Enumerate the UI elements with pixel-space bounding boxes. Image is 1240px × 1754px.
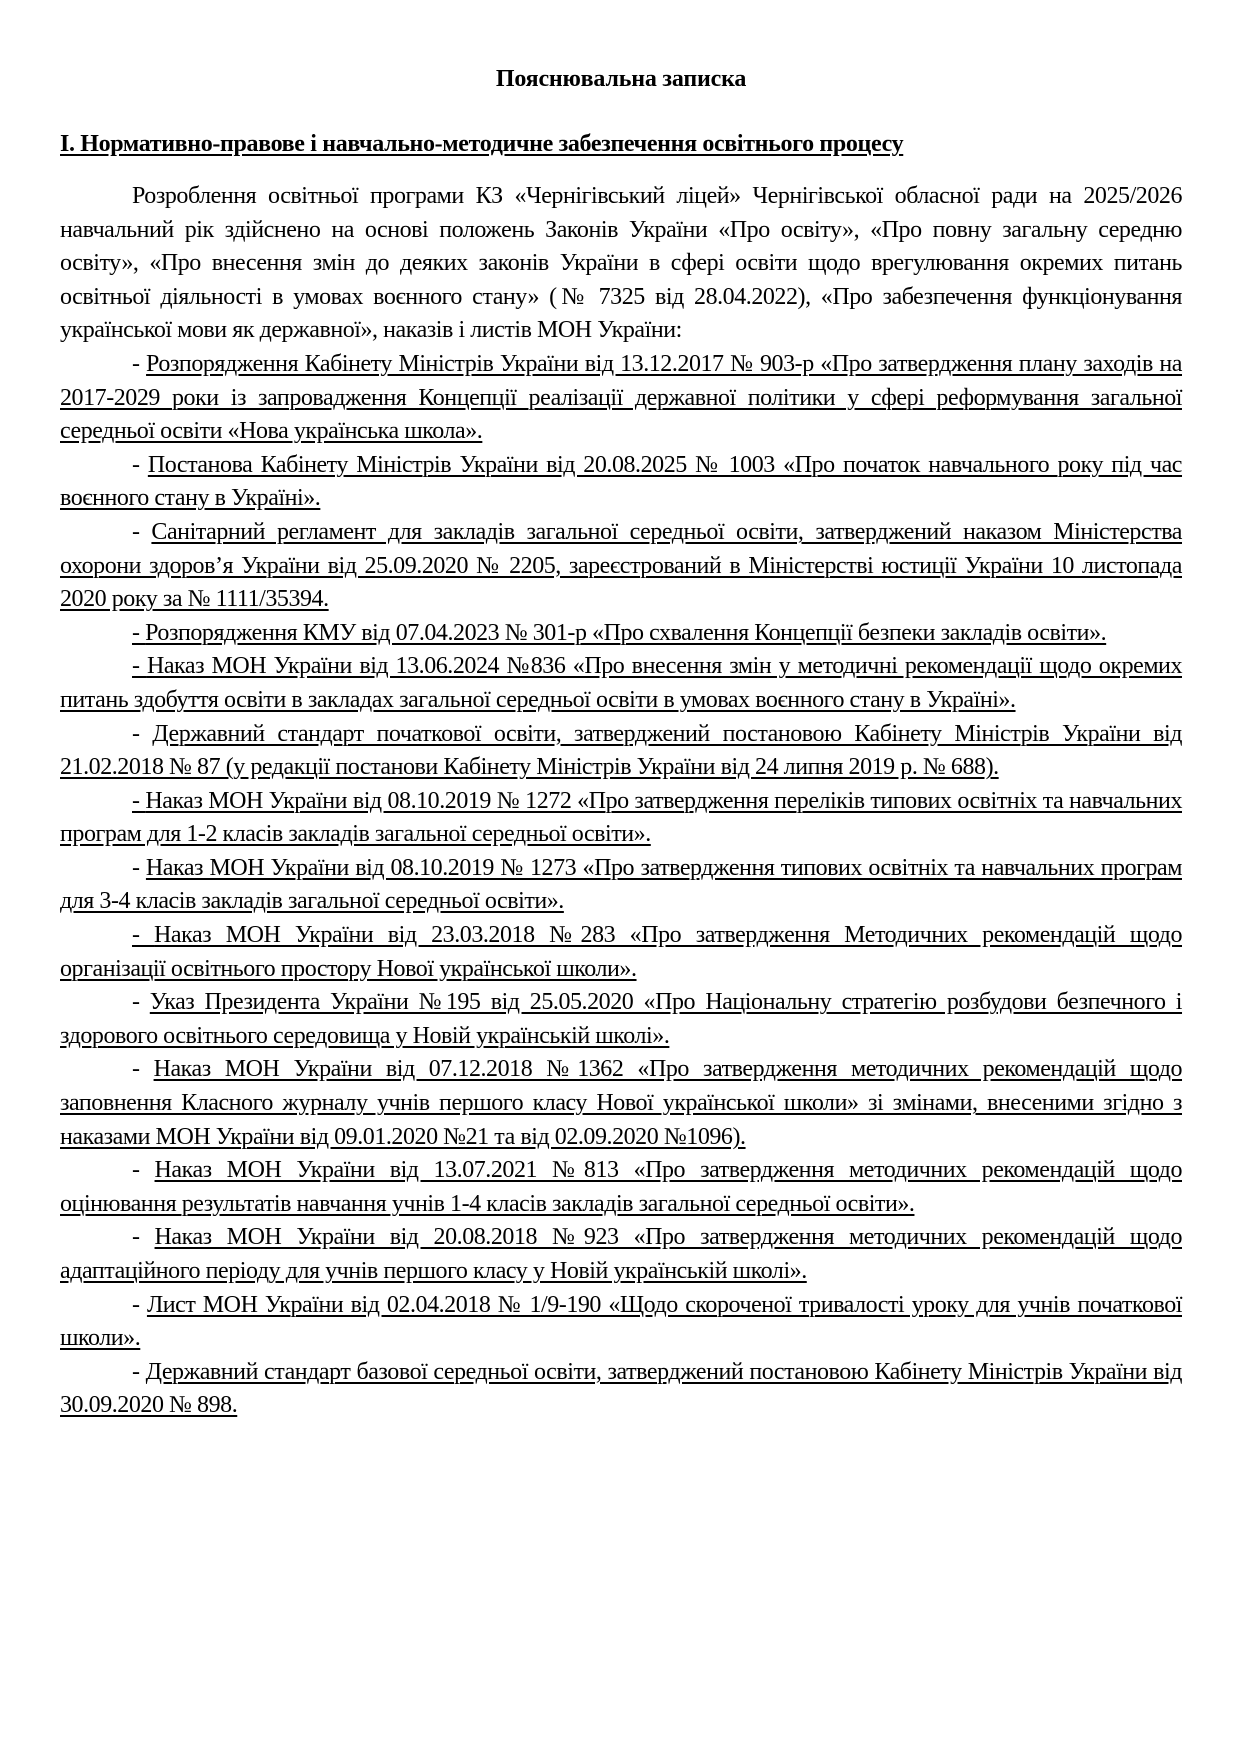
list-dash: -	[132, 619, 146, 646]
regulation-text: Указ Президента України №195 від 25.05.2020 «Про Національну стратегію розбудови безпечного і здорового освітнього середовища у Новій українській школі».	[60, 989, 1183, 1049]
regulation-item	[60, 1154, 1182, 1221]
regulation-item	[60, 718, 1182, 785]
regulation-item	[60, 348, 1182, 449]
list-dash: -	[132, 720, 153, 747]
list-dash: -	[132, 922, 155, 949]
regulation-item	[60, 919, 1182, 986]
regulation-item	[60, 1289, 1182, 1356]
regulation-text: Наказ МОН України від 08.10.2019 № 1272 «Про затвердження переліків типових освітніх та навчальних програм для 1-2 класів закладів загальної середньої освіти».	[60, 787, 1182, 848]
list-dash: -	[132, 350, 147, 377]
regulation-text: Розпорядження КМУ від 07.04.2023 № 301-р «Про схвалення Концепції безпеки закладів освіти».	[145, 619, 1107, 646]
list-dash: -	[132, 518, 152, 545]
list-dash: -	[132, 787, 146, 814]
regulation-text: Наказ МОН України від 08.10.2019 № 1273 «Про затвердження типових освітніх та навчальних програм для 3-4 класів закладів загальної середньої освіти».	[60, 854, 1182, 915]
regulation-text: Санітарний регламент для закладів загальної середньої освіти, затверджений наказом Міністерства охорони здоров’я України від 25.09.2020 № 2205, зареєстрований в Міністерстві юстиції України 10 листопада 2020 року за № 1111/35394.	[60, 518, 1182, 613]
regulation-item	[60, 1356, 1182, 1423]
regulation-text: Наказ МОН України від 13.07.2021 №813 «Про затвердження методичних рекомендацій щодо оцінювання результатів навчання учнів 1-4 класів закладів загальної середньої освіти».	[60, 1157, 1182, 1217]
regulation-item	[60, 516, 1182, 617]
intro-paragraph: Розроблення освітньої програми КЗ «Чернігівський ліцей» Чернігівської обласної ради на 2025/2026 навчальний рік здійснено на основі положень Законів України «Про освіту», «Про повну загальну середню освіту», «Про внесення змін до деяких законів України в сфері освіти щодо врегулювання окремих питань освітньої діяльності в умовах воєнного стану» (№ 7325 від 28.04.2022), «Про забезпечення функціонування української мови як державної», наказів і листів МОН України:	[60, 183, 1182, 344]
regulation-text: Розпорядження Кабінету Міністрів України від 13.12.2017 № 903-р «Про затвердження плану заходів на 2017-2029 роки із запровадження Концепції реалізації державної політики у сфері реформування загальної середньої освіти «Нова українська школа».	[60, 350, 1182, 445]
regulation-item	[60, 617, 1182, 651]
document-title: Пояснювальна записка	[495, 66, 747, 92]
regulation-text: Державний стандарт початкової освіти, затверджений постановою Кабінету Міністрів України від 21.02.2018 № 87 (у редакції постанови Кабінету Міністрів України від 24 липня 2019 р. № 688).	[60, 720, 1182, 781]
regulation-item	[60, 852, 1182, 919]
regulation-item	[60, 449, 1182, 516]
list-dash: -	[132, 1056, 154, 1083]
list-dash: -	[132, 653, 147, 680]
regulation-item	[60, 1221, 1182, 1288]
section-heading: І. Нормативно-правове і навчально-методичне забезпечення освітнього процесу	[60, 131, 904, 157]
regulation-item	[60, 650, 1182, 717]
list-dash: -	[132, 1157, 155, 1184]
regulation-item	[60, 785, 1182, 852]
list-dash: -	[132, 1291, 147, 1318]
regulation-list	[60, 348, 1182, 1423]
list-dash: -	[132, 854, 146, 881]
regulation-text: Наказ МОН України від 23.03.2018 №283 «Про затвердження Методичних рекомендацій щодо організації освітнього простору Нової української школи».	[60, 922, 1182, 982]
regulation-text: Лист МОН України від 02.04.2018 № 1/9-190 «Щодо скороченої тривалості уроку для учнів початкової школи».	[60, 1291, 1182, 1352]
regulation-text: Державний стандарт базової середньої освіти, затверджений постановою Кабінету Міністрів України від 30.09.2020 № 898.	[60, 1358, 1182, 1419]
regulation-item	[60, 986, 1182, 1053]
regulation-text: Наказ МОН України від 07.12.2018 №1362 «Про затвердження методичних рекомендацій щодо заповнення Класного журналу учнів першого класу Нової української школи» зі змінами, внесеними згідно з наказами МОН України від 09.01.2020 №21 та від 02.09.2020 №1096).	[60, 1056, 1183, 1150]
regulation-item	[60, 1053, 1182, 1154]
list-dash: -	[132, 1358, 146, 1385]
list-dash: -	[132, 1224, 155, 1251]
regulation-text: Наказ МОН України від 13.06.2024 №836 «Про внесення змін у методичні рекомендації щодо окремих питань здобуття освіти в закладах загальної середньої освіти в умовах воєнного стану в Україні».	[60, 653, 1182, 713]
regulation-text: Постанова Кабінету Міністрів України від 20.08.2025 № 1003 «Про початок навчального року під час воєнного стану в Україні».	[60, 451, 1183, 512]
regulation-text: Наказ МОН України від 20.08.2018 №923 «Про затвердження методичних рекомендацій щодо адаптаційного періоду для учнів першого класу у Новій українській школі».	[60, 1224, 1182, 1284]
list-dash: -	[132, 989, 150, 1016]
list-dash: -	[132, 451, 148, 478]
